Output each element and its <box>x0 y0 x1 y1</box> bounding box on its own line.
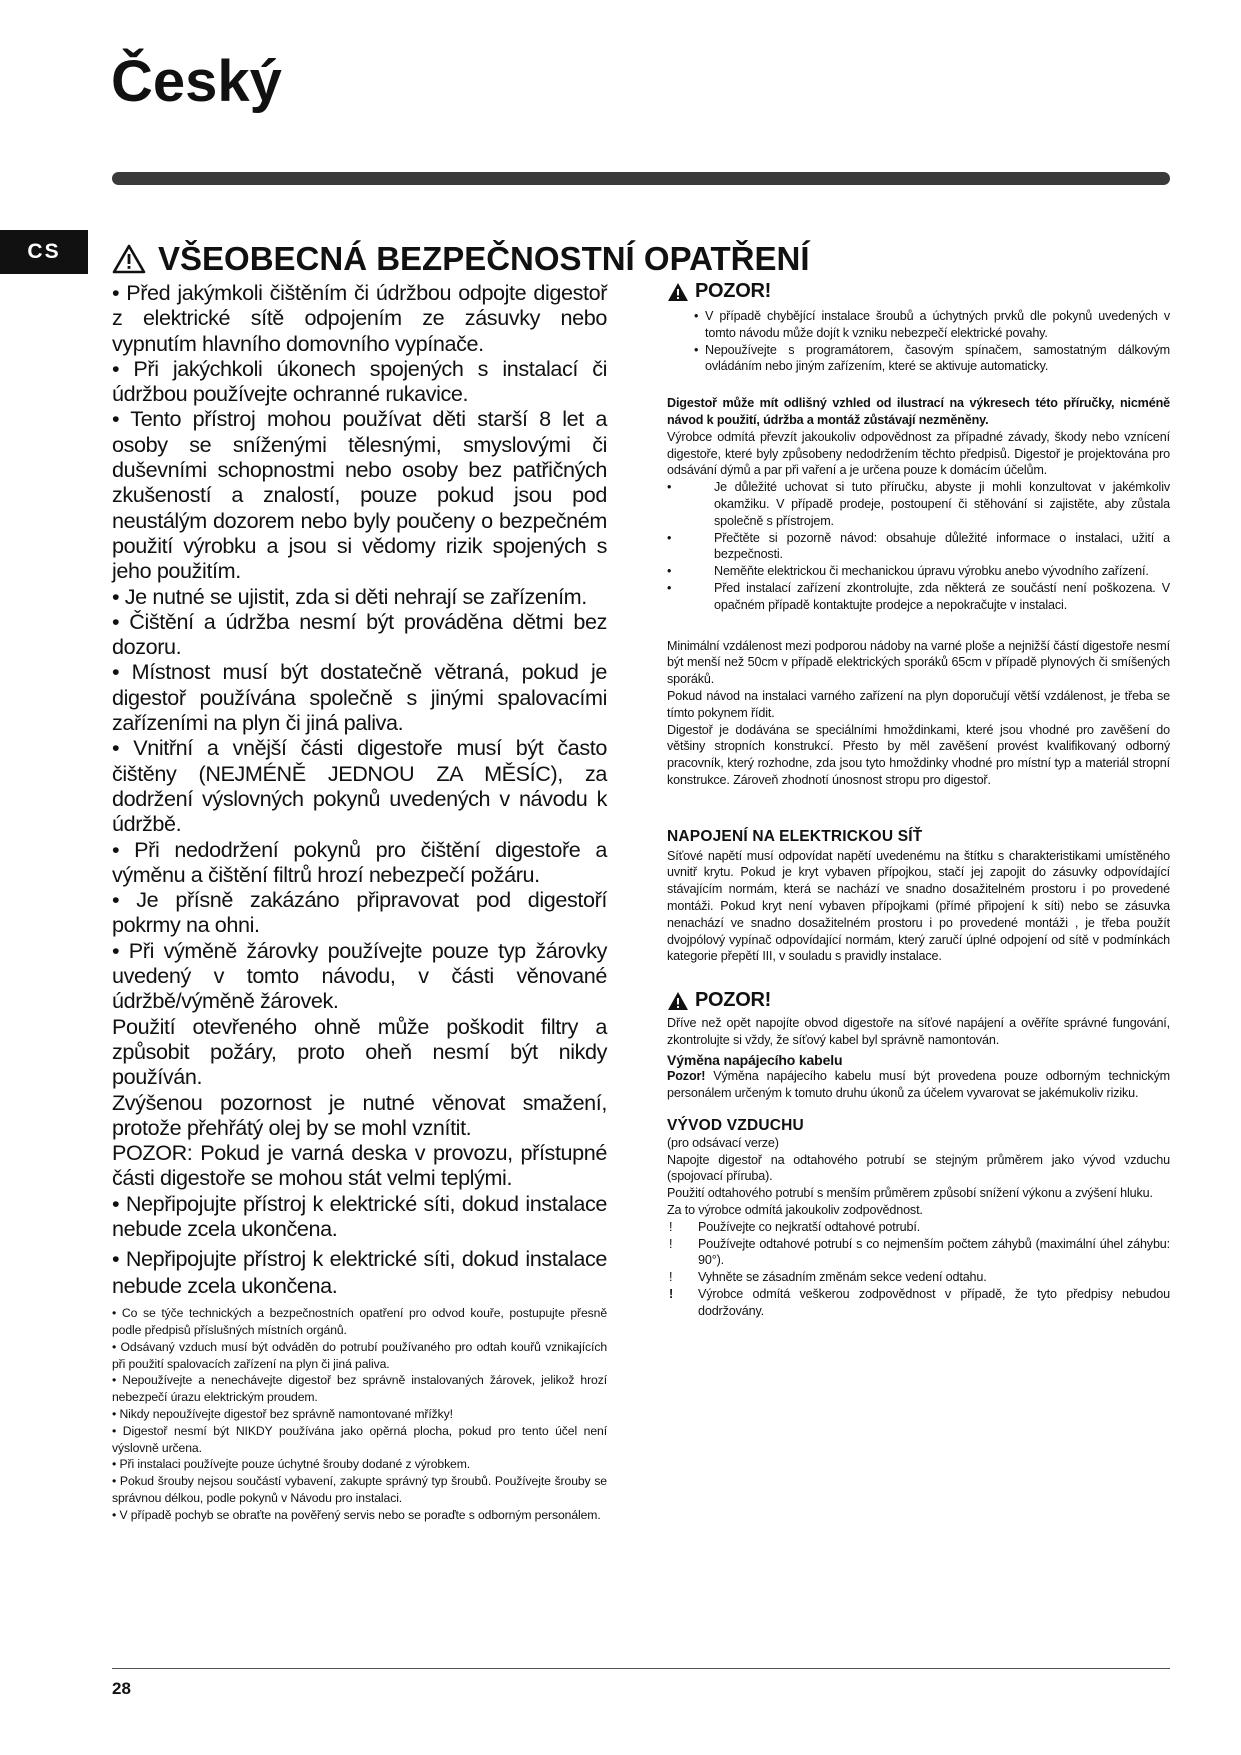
safety-note: • Nepoužívejte a nenechávejte digestoř bez správně instalovaných žárovek, jelikož hrozí nebezpečí úrazu elektrickým proudem. <box>112 1373 607 1405</box>
safety-item: • Nepřipojujte přístroj k elektrické síti, dokud instalace nebude zcela ukončena. <box>112 1190 607 1241</box>
pozor-heading <box>667 280 1170 303</box>
safety-item: • Před jakýmkoli čištěním či údržbou odpojte digestoř z elektrické sítě odpojením ze zásuvky nebo vypnutím hlavního domovního vypínače. <box>112 280 607 356</box>
list-item: ! Používejte odtahové potrubí s co nejmenším počtem záhybů (maximální úhel záhybu: 90°). <box>669 1236 1170 1268</box>
liability-note: Výrobce odmítá převzít jakoukoliv odpovědnost za případné závady, škody nebo vznícení digestoře, které byly způsobeny nedodržením těchto předpisů. Digestoř je projektována pro odsávání dýmů a par při vaření a je určena pouze k domácím účelům. <box>667 429 1170 478</box>
header-divider <box>112 172 1170 185</box>
air-paragraph: Za to výrobce odmítá jakoukoliv zodpovědnost. <box>667 1203 923 1218</box>
safety-item: • Je nutné se ujistit, zda si děti nehrají se zařízením. <box>112 583 587 609</box>
list-item: • Nepoužívejte s programátorem, časovým spínačem, samostatným dálkovým ovládáním nebo jiným zařízením, které se aktivuje automaticky. <box>694 342 1170 374</box>
safety-item: • Při jakýchkoli úkonech spojených s instalací či údržbou používejte ochranné rukavice. <box>112 355 607 407</box>
safety-note: • Pokud šrouby nejsou součástí vybavení, zakupte správný typ šroubů. Používejte šrouby se správnou délkou, podle pokynů v Návodu pro instalaci. <box>112 1474 607 1506</box>
safety-note: • Při instalaci používejte pouze úchytné šrouby dodané z výrobkem. <box>112 1457 471 1472</box>
safety-item: Použití otevřeného ohně může poškodit filtry a způsobit požáry, proto oheň nesmí být nikdy používán. <box>112 1013 607 1090</box>
list-item: • Před instalací zařízení zkontrolujte, zda některá ze součástí není poškozena. V opačném případě kontaktujte prodejce a nepokračujte v instalaci. <box>667 580 1170 612</box>
safety-note: • V případě pochyb se obraťte na pověřený servis nebo se poraďte s odborným personálem. <box>112 1507 601 1522</box>
appearance-note: Digestoř může mít odlišný vzhled od ilustrací na výkresech této příručky, nicméně návod k použití, údržba a montáž zůstávají nezměněny. <box>667 396 1170 427</box>
list-item: • Neměňte elektrickou či mechanickou úpravu výrobku anebo vývodního zařízení. <box>667 564 1149 579</box>
safety-item: • Je přísně zakázáno připravovat pod digestoří pokrmy na ohni. <box>112 887 607 938</box>
safety-item: • Při nedodržení pokynů pro čištění digestoře a výměnu a čištění filtrů hrozí nebezpečí požáru. <box>112 836 607 887</box>
safety-item: • Vnitřní a vnější části digestoře musí být často čištěny (NEJMÉNĚ JEDNOU ZA MĚSÍC), za dodržení výslovných pokynů uvedených v návodu k údržbě. <box>112 735 607 837</box>
section-header <box>112 238 810 280</box>
safety-note: • Nikdy nepoužívejte digestoř bez správně namontované mřížky! <box>112 1407 453 1422</box>
safety-item: • Místnost musí být dostatečně větraná, pokud je digestoř používána společně s jinými spalovacími zařízeními na plyn či jiná paliva. <box>112 659 607 736</box>
list-item: ! Vyhněte se zásadním změnám sekce vedení odtahu. <box>669 1270 987 1285</box>
list-item: ! Výrobce odmítá veškerou zodpovědnost v případě, že tyto předpisy nebudou dodržovány. <box>669 1287 1170 1318</box>
safety-note: • Co se týče technických a bezpečnostních opatření pro odvod kouře, postupujte přesně podle předpisů příslušných místních orgánů. <box>112 1306 607 1338</box>
right-column <box>667 280 1170 1320</box>
safety-list-small <box>112 1305 607 1523</box>
section-title: VŠEOBECNÁ BEZPEČNOSTNÍ OPATŘENÍ <box>158 240 810 277</box>
note-list <box>667 479 1170 613</box>
safety-item: • Nepřipojujte přístroj k elektrické síti, dokud instalace nebude zcela ukončena. <box>112 1246 607 1299</box>
warning-filled-icon <box>667 282 689 302</box>
language-title: Český <box>111 49 282 114</box>
safety-item: POZOR: Pokud je varná deska v provozu, přístupné části digestoře se mohou stát velmi teplými. <box>112 1140 607 1191</box>
safety-item: • Při výměně žárovky používejte pouze typ žárovky uvedený v tomto návodu, v části věnované údržbě/výměně žárovek. <box>112 937 607 1014</box>
distance-paragraph: Pokud návod na instalaci varného zařízení na plyn doporučují větší vzdálenost, je třeba se tímto pokynem řídit. <box>667 688 1170 720</box>
distance-paragraph: Minimální vzdálenost mezi podporou nádoby na varné ploše a nejnižší částí digestoře nesmí být menší než 50cm v případě elektrických sporáků 65cm v případě plynových či smíšených sporáků. <box>667 638 1170 687</box>
safety-note: • Digestoř nesmí být NIKDY používána jako opěrná plocha, pokud pro tento účel není výslovně určena. <box>112 1423 607 1455</box>
safety-note: • Odsávaný vzduch musí být odváděn do potrubí používaného pro odtah kouřů vznikajících při použití spalovacích zařízení na plyn či jiná paliva. <box>112 1339 607 1371</box>
pozor-list <box>667 308 1170 375</box>
electric-paragraph: Síťové napětí musí odpovídat napětí uvedenému na štítku s charakteristikami umístěného uvnitř krytu. Pokud je kryt vybaven přípojkou, stačí jej zapojit do zásuvky odpovídající stávajícím normám, která se nachází ve snadno dosažitelném prostoru i po provedené montáži. Pokud kryt není vybaven přípojkami (přímé připojení k síti) nebo se zásuvka nenachází ve snadno dosažitelném prostoru i po provedené montáži , je třeba použít dvojpólový vypínač odpovídající normám, který zaručí úplné odpojení od sítě v podmínkách kategorie přepětí III, v souladu s pravidly instalace. <box>667 848 1170 964</box>
distance-paragraph: Digestoř je dodávána se speciálními hmoždinkami, které jsou vhodné pro zavěšení do většiny stropních konstrukcí. Přesto by měl zavěšení provést kvalifikovaný odborný pracovník, který rozhodne, zda jsou tyto hmoždinky vhodné pro místní typ a materiál stropní konstrukce. Zároveň zhodnotí únosnost stropu pro digestoř. <box>667 722 1170 787</box>
pozor-label: POZOR! <box>695 280 771 302</box>
cable-paragraph: Pozor! Výměna napájecího kabelu musí být provedena pouze odborným technickým personálem určeným k tomuto druhu úkonů za účelem vyvarovat se jakémukoliv riziku. <box>667 1069 1170 1101</box>
warning-filled-icon <box>667 991 689 1011</box>
safety-list-large <box>112 280 607 1299</box>
left-column <box>112 280 607 1524</box>
air-heading: VÝVOD VZDUCHU <box>667 1117 804 1135</box>
air-list <box>667 1219 1170 1320</box>
safety-item: • Tento přístroj mohou používat děti starší 8 let a osoby se sníženými tělesnými, smyslovými či duševními schopnostmi nebo osoby bez patřičných zkušeností a znalostí, pouze pokud jsou pod neustálým dozorem nebo byly poučeny o bezpečném použití výrobku a jsou si vědomy rizik spojených s jeho použitím. <box>112 406 607 584</box>
pozor-paragraph: Dříve než opět napojíte obvod digestoře na síťové napájení a ověříte správné fungování, zkontrolujte si vždy, že síťový kabel byl správně namontován. <box>667 1016 1170 1047</box>
list-item: ! Používejte co nejkratší odtahové potrubí. <box>669 1219 921 1234</box>
list-item: • Přečtěte si pozorně návod: obsahuje důležité informace o instalaci, užití a bezpečnosti. <box>667 530 1170 562</box>
pozor-label: POZOR! <box>695 989 771 1012</box>
list-item: • V případě chybějící instalace šroubů a úchytných prvků dle pokynů uvedených v tomto návodu může dojít k vzniku nebezpečí elektrické povahy. <box>694 309 1170 340</box>
pozor-heading <box>667 989 1170 1012</box>
warning-icon <box>112 243 146 275</box>
cable-heading: Výměna napájecího kabelu <box>667 1051 843 1068</box>
air-subtitle: (pro odsávací verze) <box>667 1135 779 1150</box>
page-number: 28 <box>112 1679 131 1698</box>
safety-item: Zvýšenou pozornost je nutné věnovat smažení, protože přehřátý olej by se mohl vznítit. <box>112 1089 607 1140</box>
air-paragraph: Použití odtahového potrubí s menším průměrem způsobí snížení výkonu a zvýšení hluku. <box>667 1186 1153 1201</box>
list-item: • Je důležité uchovat si tuto příručku, abyste ji mohli konzultovat v jakémkoliv okamžiku. V případě prodeje, postoupení či stěhování si zajistěte, aby zůstala společně s přístrojem. <box>667 480 1170 528</box>
electric-heading: NAPOJENÍ NA ELEKTRICKOU SÍŤ <box>667 827 923 845</box>
footer-divider <box>112 1668 1170 1669</box>
safety-item: • Čištění a údržba nesmí být prováděna dětmi bez dozoru. <box>112 608 607 660</box>
air-paragraph: Napojte digestoř na odtahového potrubí se stejným průměrem jako vývod vzduchu (spojovací příruba). <box>667 1152 1170 1184</box>
language-tab: CS <box>0 230 88 274</box>
